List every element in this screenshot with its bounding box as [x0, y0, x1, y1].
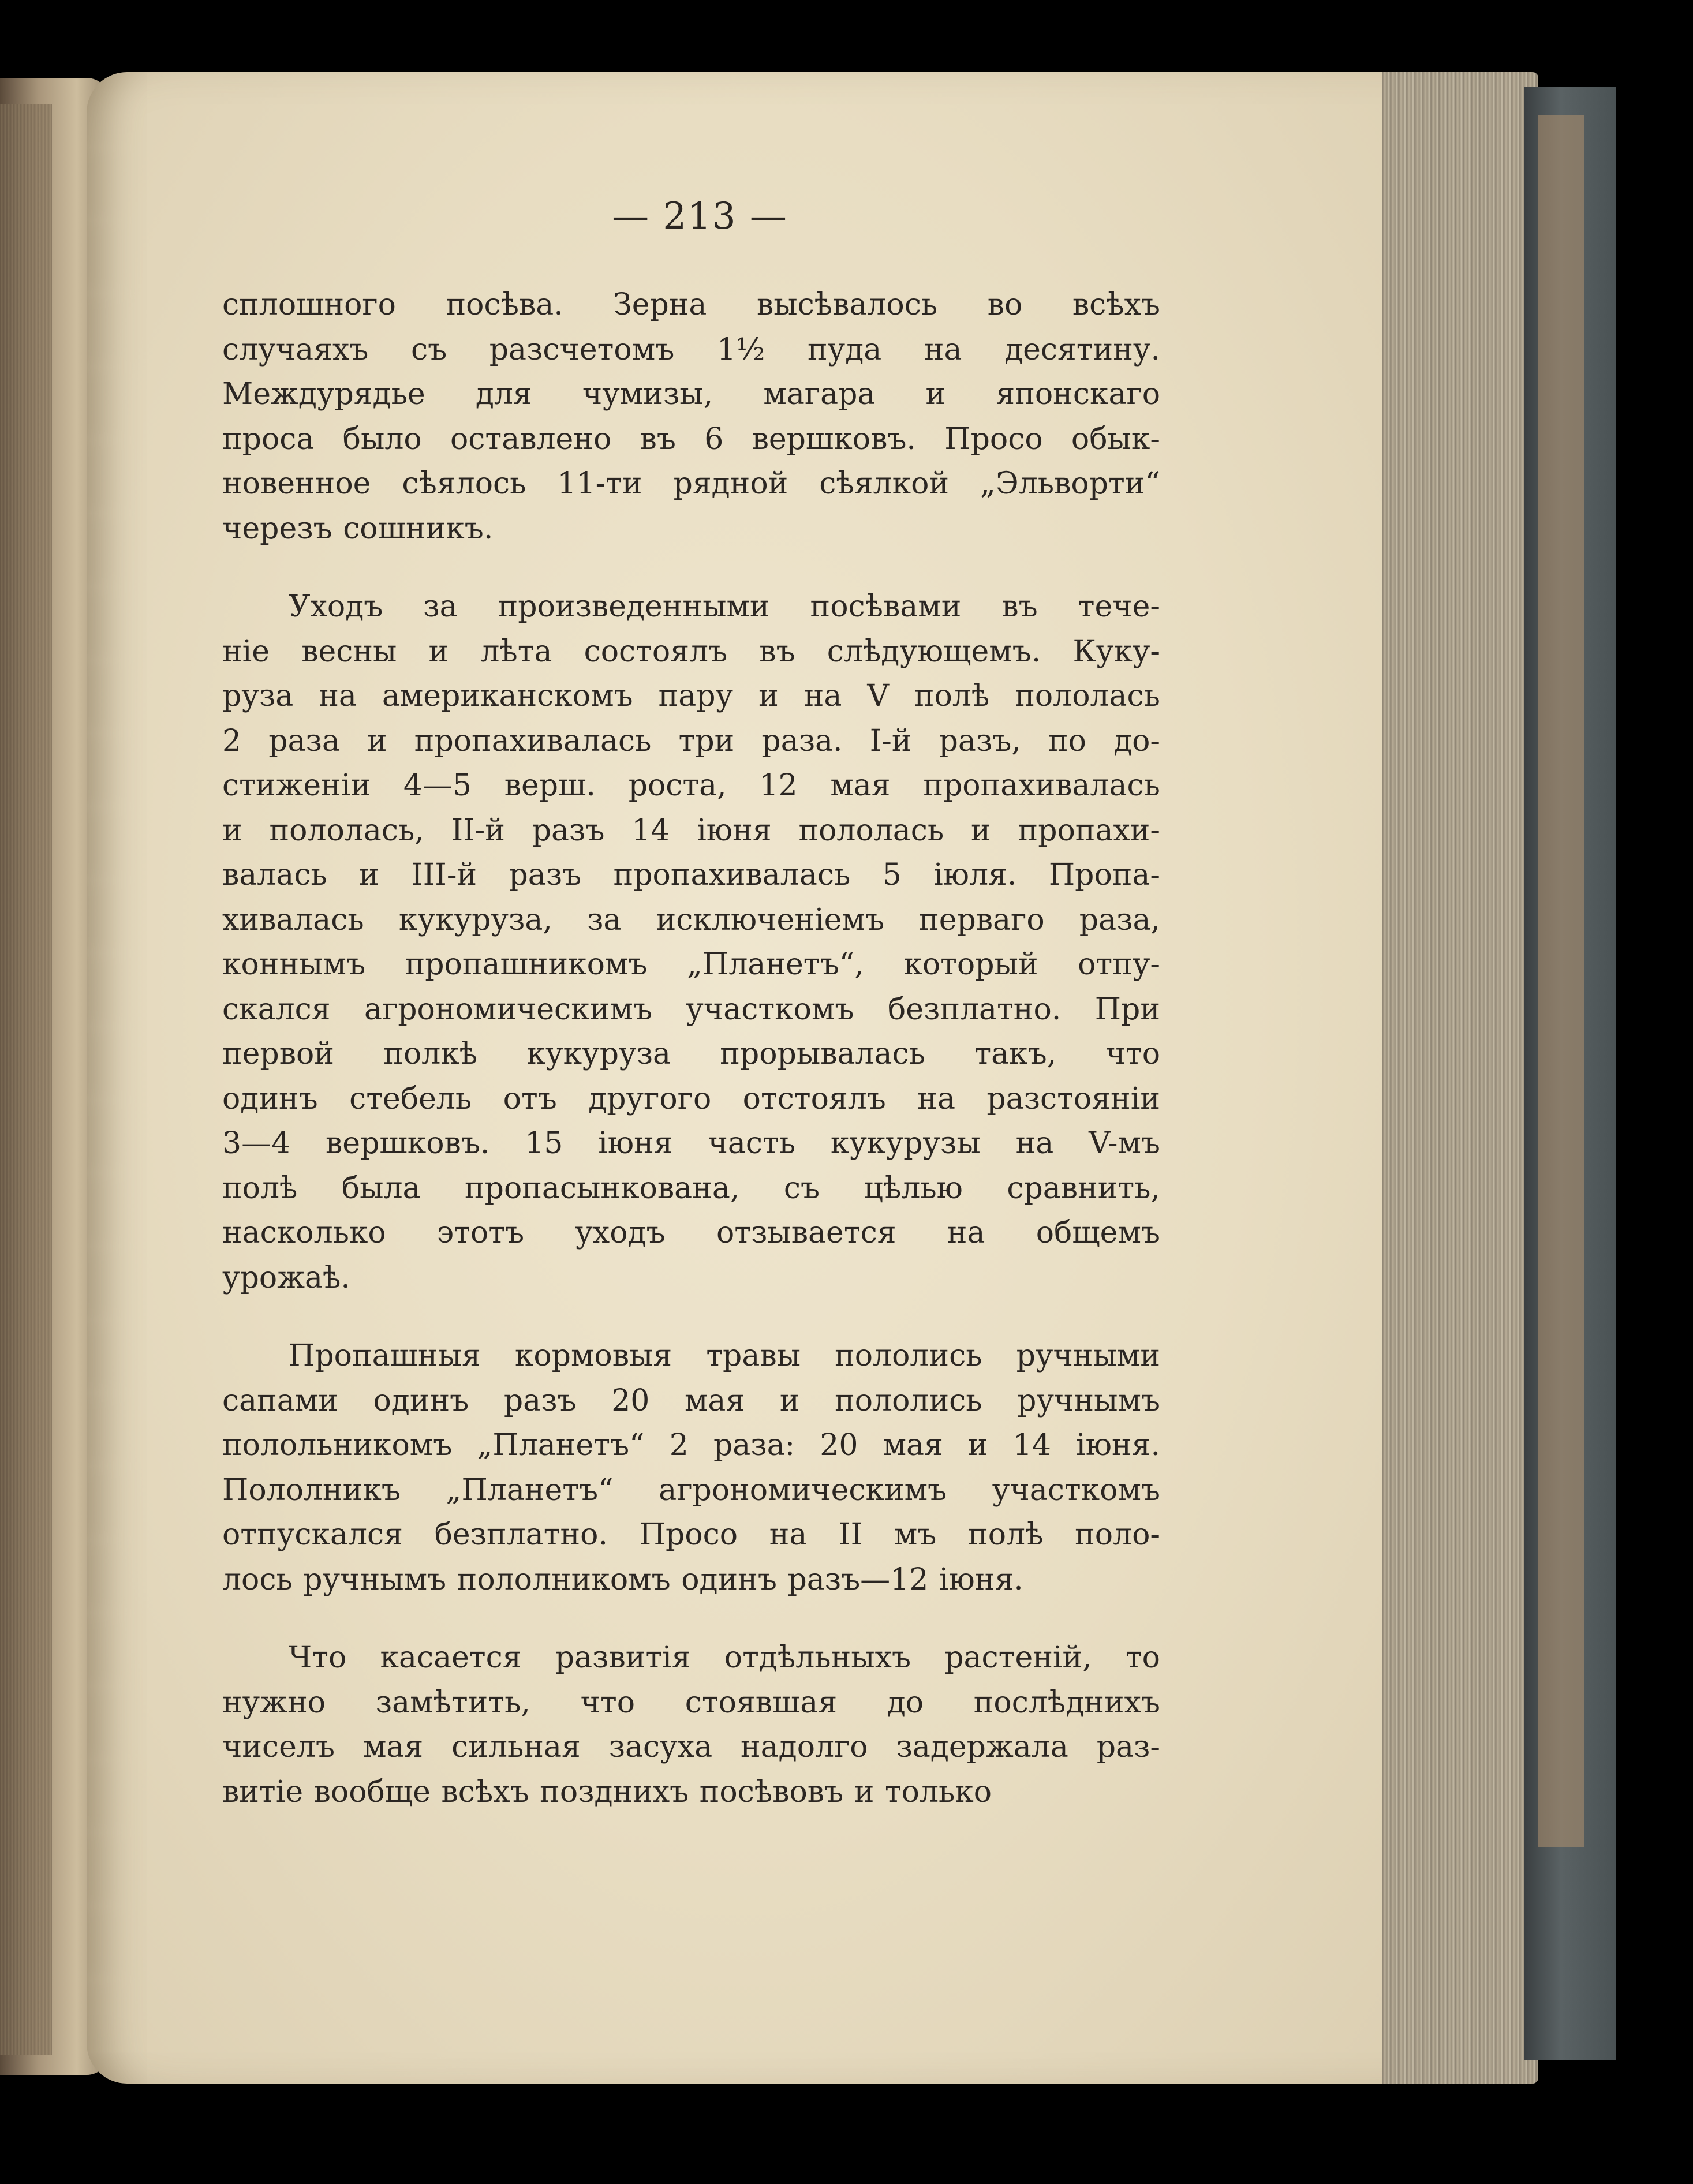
text-line: нужно замѣтить, что стоявшая до послѣднихъ [222, 1685, 1160, 1720]
text-line: 3—4 вершковъ. 15 іюня часть кукурузы на V-мъ [222, 1126, 1160, 1161]
text-line: проса было оставлено въ 6 вершковъ. Просо обык- [222, 421, 1160, 457]
cover-inner-edge [1538, 115, 1584, 1847]
text-line: Пропашныя кормовыя травы пололись ручными [289, 1338, 1160, 1373]
text-line: руза на американскомъ пару и на V полѣ пололась [222, 679, 1160, 713]
text-line: урожаѣ. [222, 1260, 350, 1295]
text-line: новенное сѣялось 11-ти рядной сѣялкой „Эльворти“ [222, 466, 1160, 501]
page-edges [1382, 72, 1538, 2084]
text-line: и пололась, II-й разъ 14 іюня пололась и пропахи- [222, 813, 1160, 848]
text-line: черезъ сошникъ. [222, 511, 494, 546]
text-line: стиженіи 4—5 верш. роста, 12 мая пропахивалась [222, 768, 1160, 803]
text-line: скался агрономическимъ участкомъ безплатно. При [222, 992, 1160, 1027]
text-line: чиселъ мая сильная засуха надолго задержала раз- [222, 1730, 1160, 1764]
text-line: одинъ стебель отъ другого отстоялъ на разстояніи [222, 1081, 1160, 1116]
paragraph [222, 1636, 1160, 1815]
text-line: Уходъ за произведенными посѣвами въ тече- [289, 589, 1160, 624]
text-line: полѣ была пропасынкована, съ цѣлью сравнить, [222, 1170, 1160, 1206]
text-line: Пололникъ „Планетъ“ агрономическимъ участкомъ [222, 1472, 1160, 1508]
text-line: случаяхъ съ разсчетомъ 1½ пуда на десятину. [222, 332, 1160, 367]
text-line: ніе весны и лѣта состоялъ въ слѣдующемъ. Куку- [222, 634, 1160, 669]
text-line: витіе вообще всѣхъ позднихъ посѣвовъ и только [222, 1774, 992, 1809]
text-line: отпускался безплатно. Просо на II мъ полѣ поло- [222, 1517, 1160, 1552]
page-number: — 213 — [612, 195, 788, 238]
text-block [222, 190, 1160, 1848]
text-line: 2 раза и пропахивалась три раза. I-й разъ, по до- [222, 723, 1160, 758]
text-line: сапами одинъ разъ 20 мая и пололись ручнымъ [222, 1383, 1160, 1418]
text-line: первой полкѣ кукуруза прорывалась такъ, что [222, 1037, 1160, 1071]
text-line: сплошного посѣва. Зерна высѣвалось во всѣхъ [222, 287, 1160, 322]
text-line: полольникомъ „Планетъ“ 2 раза: 20 мая и 14 іюня. [222, 1428, 1160, 1463]
paragraph [222, 283, 1160, 551]
text-line: лось ручнымъ пололникомъ одинъ разъ—12 іюня. [222, 1562, 1023, 1597]
text-line: коннымъ пропашникомъ „Планетъ“, который отпу- [222, 947, 1160, 982]
text-line: валась и III-й разъ пропахивалась 5 іюля. Пропа- [222, 858, 1160, 892]
text-line: Междурядье для чумизы, магара и японскаго [222, 377, 1160, 412]
body-text [222, 283, 1160, 1815]
paragraph [222, 585, 1160, 1300]
text-line: хивалась кукуруза, за исключеніемъ перваго раза, [222, 902, 1160, 937]
left-page-edge [0, 104, 52, 2055]
text-line: насколько этотъ уходъ отзывается на общемъ [222, 1216, 1160, 1250]
paragraph [222, 1334, 1160, 1602]
text-line: Что касается развитія отдѣльныхъ растеній, то [289, 1640, 1160, 1675]
